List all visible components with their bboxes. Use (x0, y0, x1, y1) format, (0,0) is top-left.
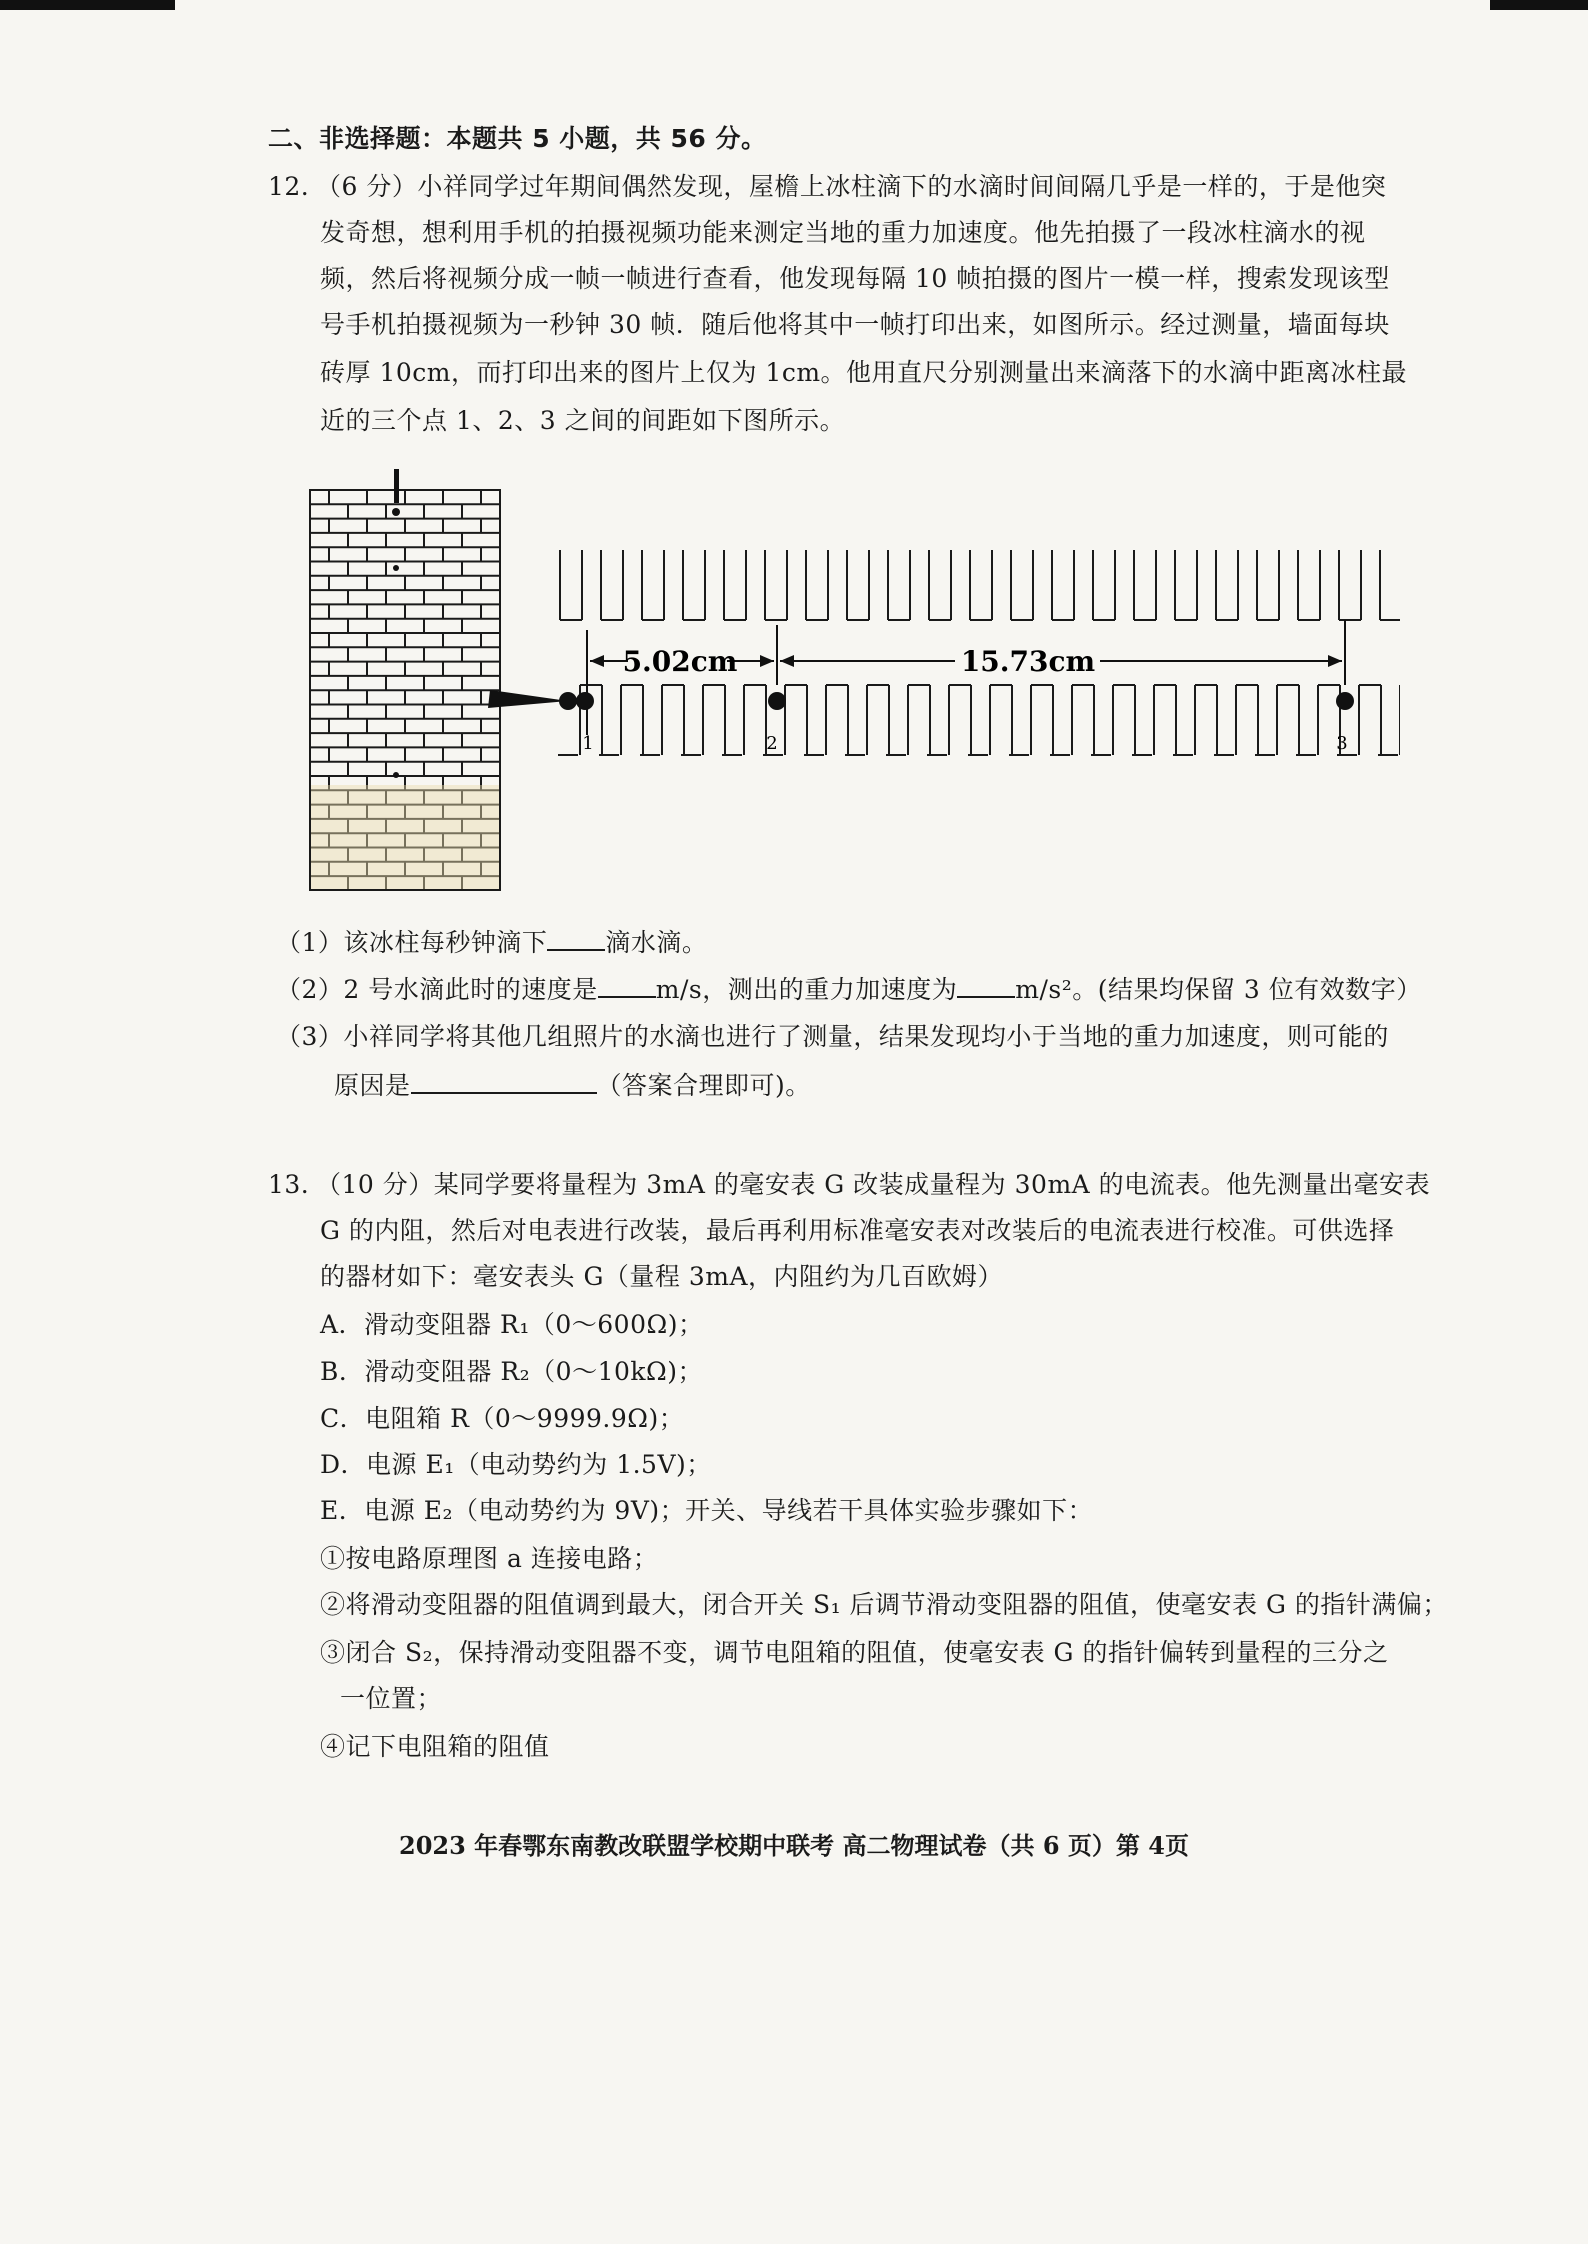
strip-top-slit (970, 550, 992, 620)
q12-sub2-pre: （2）2 号水滴此时的速度是 (276, 975, 598, 1004)
distance-12-label: 5.02cm (622, 645, 738, 678)
strip-bottom-slit (621, 685, 643, 755)
q13-step-1: ①按电路原理图 a 连接电路； (320, 1544, 659, 1573)
drop-2 (768, 692, 786, 710)
q13-step-3: ③闭合 S₂，保持滑动变阻器不变，调节电阻箱的阻值，使毫安表 G 的指针偏转到量程的三分之 (320, 1638, 1389, 1667)
q12-sub1 (276, 925, 707, 960)
q13-number: 13. (268, 1170, 310, 1199)
strip-top-slit (1216, 550, 1238, 620)
strip-top-slit (888, 550, 910, 620)
q12-sub2-blank-1[interactable] (598, 972, 656, 998)
strip-bottom-slit (703, 685, 725, 755)
q12-line-4: 号手机拍摄视频为一秒钟 30 帧．随后他将其中一帧打印出来，如图所示。经过测量，墙面每块 (320, 310, 1390, 339)
q13-line-1: （10 分）某同学要将量程为 3mA 的毫安表 G 改装成量程为 30mA 的电流表。他先测量出毫安表 (316, 1170, 1431, 1199)
strip-top-slit (1298, 550, 1320, 620)
strip-bottom-slit (1359, 685, 1381, 755)
q12-line-2: 发奇想，想利用手机的拍摄视频功能来测定当地的重力加速度。他先拍摄了一段冰柱滴水的视 (320, 218, 1366, 247)
q12-line-1: （6 分）小祥同学过年期间偶然发现，屋檐上冰柱滴下的水滴时间间隔几乎是一样的，于是他突 (316, 172, 1387, 201)
strip-top-slit (601, 550, 623, 620)
q12-sub3-post: （答案合理即可)。 (596, 1071, 811, 1100)
magnify-pointer (488, 690, 568, 708)
q13-option-d: D．电源 E₁（电动势约为 1.5V)； (320, 1450, 712, 1479)
strip-top-slit (683, 550, 705, 620)
q13-option-c: C．电阻箱 R（0～9999.9Ω)； (320, 1404, 685, 1433)
strip-top-slit (1339, 550, 1361, 620)
q12-sub1-post: 滴水滴。 (605, 928, 708, 957)
q12-sub2-mid: m/s，测出的重力加速度为 (655, 975, 958, 1004)
strip-top-slit (847, 550, 869, 620)
q13-step-2: ②将滑动变阻器的阻值调到最大，闭合开关 S₁ 后调节滑动变阻器的阻值，使毫安表 G 的指针满偏； (320, 1590, 1448, 1619)
strip-bottom-slit (1236, 685, 1258, 755)
strip-top-slit (642, 550, 664, 620)
strip-top-slit (806, 550, 828, 620)
section-heading: 二、非选择题：本题共 5 小题，共 56 分。 (268, 124, 767, 153)
strip-bottom-slit (744, 685, 766, 755)
strip-bottom-slit (1277, 685, 1299, 755)
strip-top-slit (724, 550, 746, 620)
q12-sub2 (276, 972, 1422, 1007)
q13-option-a: A．滑动变阻器 R₁（0～600Ω)； (320, 1310, 704, 1339)
strip-top-slit (1175, 550, 1197, 620)
page-footer: 2023 年春鄂东南教改联盟学校期中联考 高二物理试卷（共 6 页）第 4页 (399, 1831, 1189, 1860)
strip-bottom-slit (662, 685, 684, 755)
icicle-mark (394, 469, 399, 503)
strip-top-slit (1380, 550, 1400, 620)
q12-number: 12. (268, 172, 310, 201)
scan-mark-left (0, 0, 175, 10)
strip-top-slit (1257, 550, 1279, 620)
q12-sub1-blank[interactable] (547, 925, 605, 951)
q12-line-6: 近的三个点 1、2、3 之间的间距如下图所示。 (320, 406, 846, 435)
wall-drop-2 (393, 565, 399, 571)
q12-line-3: 频，然后将视频分成一帧一帧进行查看，他发现每隔 10 帧拍摄的图片一模一样，搜索发现该型 (320, 264, 1390, 293)
scan-mark-right (1490, 0, 1588, 10)
strip-top-slit (765, 550, 787, 620)
distance-23-label: 15.73cm (960, 645, 1096, 678)
q13-option-e: E．电源 E₂（电动势约为 9V)；开关、导线若干具体实验步骤如下： (320, 1496, 1094, 1525)
q12-figure (290, 455, 1400, 905)
drop-1b (576, 692, 594, 710)
q13-line-3: 的器材如下：毫安表头 G（量程 3mA，内阻约为几百欧姆） (320, 1262, 1004, 1291)
strip-top-slit (1052, 550, 1074, 620)
strip-top-slit (929, 550, 951, 620)
q13-option-b: B．滑动变阻器 R₂（0～10kΩ)； (320, 1357, 704, 1386)
wall-drop-1 (392, 508, 400, 516)
strip-top-slit (1011, 550, 1033, 620)
drop-3 (1336, 692, 1354, 710)
q13-step-3-cont: 一位置； (340, 1684, 443, 1713)
q12-sub2-blank-2[interactable] (957, 972, 1015, 998)
wall-drop-3 (393, 772, 399, 778)
strip-bottom-slit (785, 685, 807, 755)
q12-sub3-pre: 原因是 (334, 1071, 411, 1100)
point-label-2: 2 (766, 733, 778, 754)
q12-line-5: 砖厚 10cm，而打印出来的图片上仅为 1cm。他用直尺分别测量出来滴落下的水滴中距离冰柱最 (320, 358, 1408, 387)
strip-bottom-slit (826, 685, 848, 755)
q12-sub3-blank[interactable] (411, 1068, 597, 1094)
q13-line-2: G 的内阻，然后对电表进行改装，最后再利用标准毫安表对改装后的电流表进行校准。可供选择 (320, 1216, 1395, 1245)
strip-bottom-slit (867, 685, 889, 755)
strip-bottom-slit (1154, 685, 1176, 755)
point-label-1: 1 (582, 733, 594, 754)
strip-top-slit (560, 550, 582, 620)
strip-bottom-slit (949, 685, 971, 755)
wall-tint (311, 785, 499, 889)
strip-top-slit (1093, 550, 1115, 620)
drop-1 (559, 692, 577, 710)
strip-bottom-slit (1072, 685, 1094, 755)
q12-sub1-pre: （1）该冰柱每秒钟滴下 (276, 928, 548, 957)
point-label-3: 3 (1336, 733, 1348, 754)
strip-bottom-slit (1195, 685, 1217, 755)
q13-step-4: ④记下电阻箱的阻值 (320, 1732, 550, 1761)
strip-bottom-slit (1113, 685, 1135, 755)
strip-top-slit (1134, 550, 1156, 620)
q12-sub3-line1: （3）小祥同学将其他几组照片的水滴也进行了测量，结果发现均小于当地的重力加速度，则可能的 (276, 1022, 1389, 1051)
q12-sub2-post: m/s²。(结果均保留 3 位有效数字） (1015, 975, 1422, 1004)
strip-bottom-slit (908, 685, 930, 755)
strip-bottom-slit (1031, 685, 1053, 755)
strip-bottom-slit (990, 685, 1012, 755)
q12-sub3-line2 (334, 1068, 811, 1103)
